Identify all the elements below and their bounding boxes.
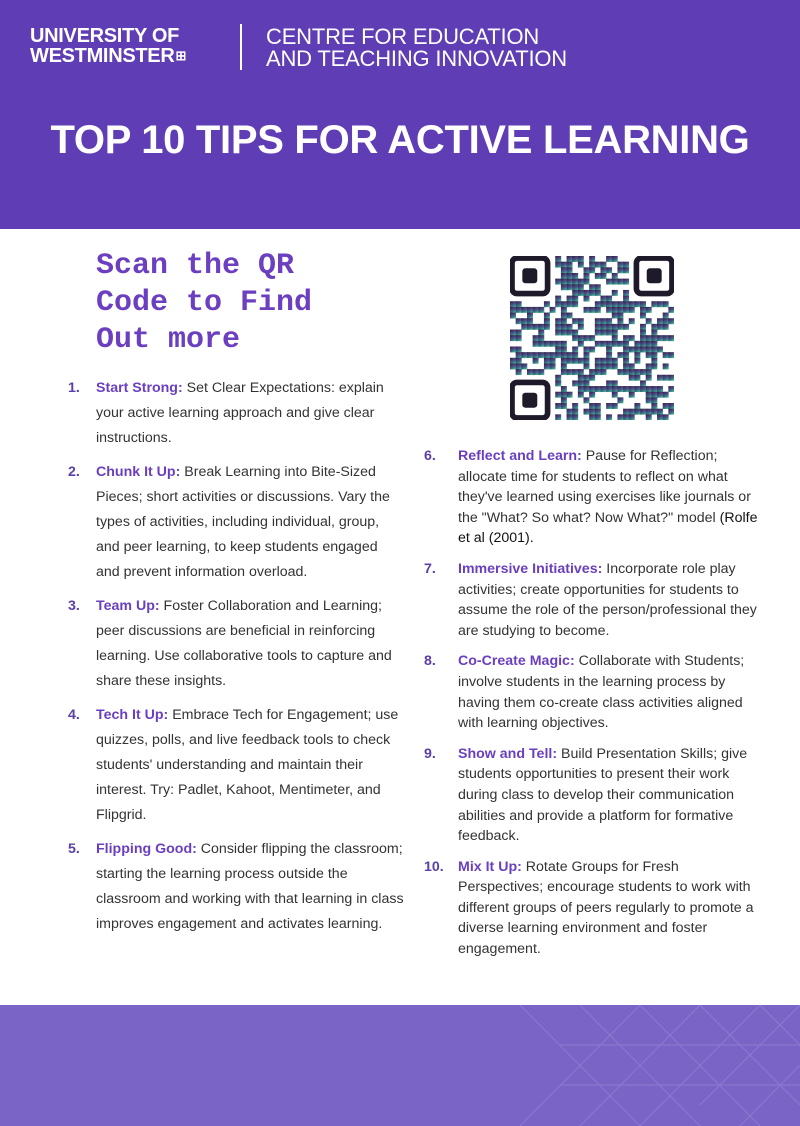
list-item [68,376,404,451]
tip-heading: Mix It Up: [458,858,522,875]
tip-body: Build Presentation Skills; give students opportunities to present their work during class to develop their communication abilities and provide a platform for formative feedback. [458,745,748,845]
tip-number: 8. [424,653,436,670]
citation: (Rolfe et al (2001). [458,509,758,547]
tip-body: Consider flipping the classroom; starting the learning process outside the classroom and working with that learning in class improves engagement and activates learning. [96,841,404,932]
list-item [424,857,760,960]
tip-heading: Tech It Up: [96,707,169,723]
scan-prompt-line3: Out more [96,323,241,357]
tip-number: 7. [424,560,436,577]
tip-heading: Co-Create Magic: [458,653,575,670]
tip-body: Pause for Reflection; allocate time for students to reflect on what they've learned using exercises like journals or the "What? So what? Now What?" model [458,448,751,526]
list-item [68,837,404,937]
tip-number: 2. [68,464,80,480]
tips-list-right [424,446,760,970]
scan-prompt [96,248,436,359]
tips-list-left [68,376,404,946]
tip-body: Incorporate role play activities; create opportunities for students to assume the role of the person/professional they are studying to become. [458,560,757,639]
tip-body: Collaborate with Students; involve students in the learning process by having them co-create class activities aligned with learning objectives. [458,653,745,732]
tip-number: 5. [68,841,80,857]
centre-name-line1: CENTRE FOR EDUCATION [266,24,540,49]
page-title: TOP 10 TIPS FOR ACTIVE LEARNING [50,118,750,162]
tip-number: 9. [424,745,436,762]
tip-heading: Immersive Initiatives: [458,560,603,577]
logo-divider [240,24,242,70]
tip-heading: Team Up: [96,598,160,614]
tip-number: 3. [68,598,80,614]
list-item [424,446,760,549]
tip-heading: Chunk It Up: [96,464,181,480]
university-mark-icon: ⊞ [175,48,187,63]
footer-band [0,1005,800,1126]
list-item [68,703,404,828]
tip-heading: Reflect and Learn: [458,448,582,464]
tip-heading: Start Strong: [96,380,183,396]
list-item [68,460,404,585]
tip-number: 6. [424,448,436,464]
tip-number: 10. [424,858,444,875]
tip-body: Rotate Groups for Fresh Perspectives; encourage students to work with different groups of peers regularly to promote a diverse learning environment and foster engagement. [458,858,754,958]
scan-prompt-line2: Code to Find [96,286,313,320]
list-item [424,744,760,847]
university-logo[interactable] [30,26,186,66]
qr-code-icon[interactable] [510,256,674,420]
scan-prompt-line1: Scan the QR [96,249,295,283]
tip-body: Embrace Tech for Engagement; use quizzes, polls, and live feedback tools to check students' understanding and maintain their interest. Try: Padlet, Kahoot, Mentimeter, and Flipgrid. [96,707,399,823]
tip-body: Foster Collaboration and Learning; peer discussions are beneficial in reinforcing learning. Use collaborative tools to capture and share these insights. [96,598,392,689]
tip-heading: Flipping Good: [96,841,197,857]
centre-name [266,26,567,70]
tip-number: 1. [68,380,80,396]
tip-heading: Show and Tell: [458,745,558,762]
list-item [424,559,760,641]
university-name-line1: UNIVERSITY OF [30,25,180,47]
tip-body: Set Clear Expectations: explain your active learning approach and give clear instructions. [96,380,384,446]
list-item [424,651,760,733]
tip-body: Break Learning into Bite-Sized Pieces; short activities or discussions. Vary the types of activities, including individual, group, and peer learning, to keep students engaged and prevent information overload. [96,464,390,580]
tip-number: 4. [68,707,80,723]
header-banner [0,0,800,229]
footer-pattern [0,1005,800,1126]
university-name-line2: WESTMINSTER [30,45,175,67]
centre-name-line2: AND TEACHING INNOVATION [266,46,567,71]
list-item [68,594,404,694]
